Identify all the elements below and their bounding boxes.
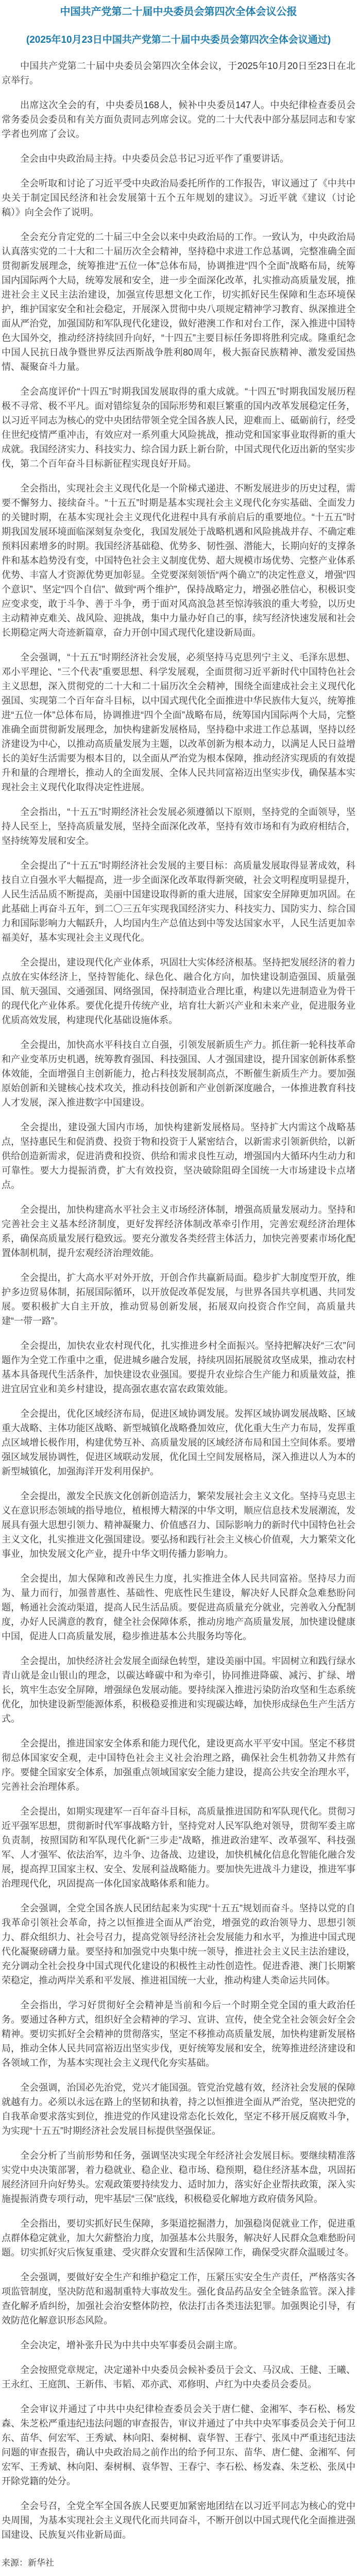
paragraph: 全会强调，“十五五”时期经济社会发展，必须坚持马克思列宁主义、毛泽东思想、邓小平理论、“三个代表”重要思想、科学发展观，全面贯彻习近平新时代中国特色社会主义思想，深入贯彻党的二十大和二十届历次全会精神，围绕全面建成社会主义现代化强国、实现第二个百年奋斗目标，以中国式现代化全面推进中华民族伟大复兴，统筹推进“五位一体”总体布局，协调推进“四个全面”战略布局，统筹国内国际两个大局，完整准确全面贯彻新发展理念，加快构建新发展格局，坚持稳中求进工作总基调，坚持以经济建设为中心，以推动高质量发展为主题，以改革创新为根本动力，以满足人民日益增长的美好生活需要为根本目的，以全面从严治党为根本保障，推动经济实现质的有效提升和量的合理增长，推动人的全面发展、全体人民共同富裕迈出坚实步伐，确保基本实现社会主义现代化取得决定性进展。: [2, 652, 355, 792]
paragraph: 全会强调，要做好安全生产和维护稳定工作，压紧压实安全生产责任，严格落实各项监管制度，坚决防范和遏制重特大事故发生。强化食品药品安全全链条监管。深入排查化解矛盾纠纷，加强社会治安整体防控，依法打击各类违法犯罪。加强舆论引导，有效防范化解意识形态风险。: [2, 2272, 355, 2326]
paragraph: 全会指出，学习好贯彻好全会精神是当前和今后一个时期全党全国的重大政治任务。要通过各种方式，组织好全会精神的学习、宣讲、宣传，使全党全社会领会好全会精神。要切实抓好全会精神的贯彻落实，坚定不移推动高质量发展，加快构建新发展格局，推动全体人民共同富裕迈出坚实步伐，更好统筹发展和安全，统筹推进经济建设和各领域工作，为基本实现社会主义现代化夯实基础。: [2, 2000, 355, 2068]
paragraph: 全会提出，优化区域经济布局，促进区域协调发展。发挥区域协调发展战略、区域重大战略、主体功能区战略、新型城镇化战略叠加效应，优化重大生产力布局，发挥重点区域增长极作用，构建优势互补、高质量发展的区域经济布局和国土空间体系。要增强区域发展协调性，促进区域联动发展，优化国土空间发展格局，深入推进以人为本的新型城镇化，加强海洋开发利用保护。: [2, 1409, 355, 1477]
paragraph: 全会提出，加快构建高水平社会主义市场经济体制，增强高质量发展动力。坚持和完善社会主义基本经济制度，更好发挥经济体制改革牵引作用，完善宏观经济治理体系，确保高质量发展行稳致远。要充分激发各类经营主体活力，加快完善要素市场化配置体制机制，提升宏观经济治理效能。: [2, 1205, 355, 1258]
paragraph: 全会提出，激发全民族文化创新创造活力，繁荣发展社会主义文化。坚持马克思主义在意识形态领域的指导地位，植根博大精深的中华文明，顺应信息技术发展潮流，发展具有强大思想引领力、精神凝聚力、价值感召力、国际影响力的新时代中国特色社会主义文化，扎实推进文化强国建设。要弘扬和践行社会主义核心价值观，大力繁荣文化事业，加快发展文化产业，提升中华文明传播力影响力。: [2, 1491, 355, 1559]
paragraph: 全会按照党章规定，决定递补中央委员会候补委员于会文、马汉成、王健、王曦、王永红、王庭凯、王新伟、韦韬、邓亦武、邓修明、卢红为中央委员会委员。: [2, 2365, 355, 2389]
paragraph: 全会提出，加大保障和改善民生力度，扎实推进全体人民共同富裕。坚持尽力而为、量力而行，加强普惠性、基础性、兜底性民生建设，解决好人民群众急难愁盼问题，畅通社会流动渠道，提高人民生活品质。要促进高质量充分就业，完善收入分配制度，办好人民满意的教育，健全社会保障体系，推动房地产高质量发展，加快建设健康中国，促进人口高质量发展，稳步推进基本公共服务均等化。: [2, 1573, 355, 1641]
paragraph: 全会指出，实现社会主义现代化是一个阶梯式递进、不断发展进步的历史过程，需要不懈努力、接续奋斗。“十五五”时期是基本实现社会主义现代化夯实基础、全面发力的关键时期，在基本实现社会主义现代化进程中具有承前启后的重要地位。“十五五”时期我国发展环境面临深刻复杂变化，我国发展处于战略机遇和风险挑战并存、不确定难预料因素增多的时期。我国经济基础稳、优势多、韧性强、潜能大，长期向好的支撑条件和基本趋势没有变，中国特色社会主义制度优势、超大规模市场优势、完整产业体系优势、丰富人才资源优势更加彰显。全党要深刻领悟“两个确立”的决定性意义，增强“四个意识”、坚定“四个自信”、做到“两个维护”，保持战略定力，增强必胜信心，积极识变应变求变，敢于斗争、善于斗争，勇于面对风高浪急甚至惊涛骇浪的重大考验，以历史主动精神克难关、战风险、迎挑战，集中力量办好自己的事，续写经济快速发展和社会长期稳定两大奇迹新篇章，奋力开创中国式现代化建设新局面。: [2, 483, 355, 638]
article-title: 中国共产党第二十届中央委员会第四次全体会议公报: [60, 6, 297, 18]
paragraph: 全会提出，加快高水平科技自立自强，引领发展新质生产力。抓住新一轮科技革命和产业变革历史机遇，统筹教育强国、科技强国、人才强国建设，提升国家创新体系整体效能，全面增强自主创新能力，抢占科技发展制高点，不断催生新质生产力。要加强原始创新和关键核心技术攻关，推动科技创新和产业创新深度融合，一体推进教育科技人才发展，深入推进数字中国建设。: [2, 1040, 355, 1108]
paragraph: 全会提出，建设现代化产业体系，巩固壮大实体经济根基。坚持把发展经济的着力点放在实体经济上，坚持智能化、绿色化、融合化方向，加快建设制造强国、质量强国、航天强国、交通强国、网络强国，保持制造业合理比重，构建以先进制造业为骨干的现代化产业体系。要优化提升传统产业，培育壮大新兴产业和未来产业，促进服务业优质高效发展，构建现代化基础设施体系。: [2, 957, 355, 1025]
paragraph: 全会指出，要切实抓好民生保障，多渠道挖掘潜力，加强稳岗促就业工作，促进重点群体稳定就业，加大欠薪整治力度，加强基本公共服务，解决好人民群众急难愁盼问题。切实抓好灾后恢复重建、受灾群众安置和生活保障工作，确保受灾群众温暖过冬。: [2, 2218, 355, 2258]
paragraph: 全会决定，增补张升民为中共中央军事委员会副主席。: [20, 2340, 243, 2350]
paragraph: 全会提出，加快农业农村现代化，扎实推进乡村全面振兴。坚持把解决好“三农”问题作为全党工作重中之重，促进城乡融合发展，持续巩固拓展脱贫攻坚成果，推动农村基本具备现代生活条件，加快建设农业强国。要提升农业综合生产能力和质量效益，推进宜居宜业和美乡村建设，提高强农惠农富农政策效能。: [2, 1341, 355, 1394]
article-subtitle: (2025年10月23日中国共产党第二十届中央委员会第四次全体会议通过): [26, 35, 331, 45]
paragraph: 全会分析了当前形势和任务，强调坚决实现全年经济社会发展目标。要继续精准落实党中央决策部署，着力稳就业、稳企业、稳市场、稳预期，稳住经济基本盘，巩固拓展经济回升向好势头。宏观政策要持续发力、适时加力，落实好企业帮扶政策，深入实施提振消费专项行动，兜牢基层“三保”底线，积极稳妥化解地方政府债务风险。: [2, 2150, 355, 2204]
paragraph: 全会提出，建设强大国内市场，加快构建新发展格局。坚持扩大内需这个战略基点，坚持惠民生和促消费、投资于物和投资于人紧密结合，以新需求引领新供给，以新供给创造新需求，促进消费和投资、供给和需求良性互动，增强国内大循环内生动力和可靠性。要大力提振消费，扩大有效投资，坚决破除阻碍全国统一大市场建设卡点堵点。: [2, 1122, 355, 1190]
paragraph: 全会号召，全党全军全国各族人民要更加紧密地团结在以习近平同志为核心的党中央周围，为基本实现社会主义现代化而共同奋斗，不断开创以中国式现代化全面推进强国建设、民族复兴伟业新局面。: [2, 2501, 355, 2540]
paragraph: 全会强调，治国必先治党，党兴才能国强。管党治党越有效，经济社会发展的保障就越有力。必须以永远在路上的坚韧和执着，持之以恒推进全面从严治党，坚决把党的自我革命要求落实到位，推进党的作风建设常态化长效化，坚定不移开展反腐败斗争，为实现“十五五”时期经济社会发展目标提供坚强保证。: [2, 2082, 355, 2136]
paragraph: 全会提出，扩大高水平对外开放，开创合作共赢新局面。稳步扩大制度型开放，维护多边贸易体制，拓展国际循环，以开放促改革促发展，与世界各国共享机遇、共同发展。要积极扩大自主开放，推动贸易创新发展，拓展双向投资合作空间，高质量共建“一带一路”。: [2, 1273, 355, 1326]
paragraph: 全会提出，推进国家安全体系和能力现代化，建设更高水平平安中国。坚定不移贯彻总体国家安全观，走中国特色社会主义社会治理之路，确保社会生机勃勃又井然有序。要健全国家安全体系，加强重点领域国家安全能力建设，提高公共安全治理水平，完善社会治理体系。: [2, 1738, 355, 1792]
source-line: 来源：新华社: [2, 2558, 54, 2568]
paragraph: 全会强调，全党全国各族人民团结起来为实现“十五五”规划而奋斗。坚持以党的自我革命引领社会革命，持之以恒推进全面从严治党，增强党的政治领导力、思想引领力、群众组织力、社会号召力，提高党领导经济社会发展能力和水平，为推进中国式现代化凝聚磅礴力量。要坚持和加强党中央集中统一领导，推进社会主义民主法治建设，充分调动全社会投身中国式现代化建设的积极性主动性创造性。促进香港、澳门长期繁荣稳定，推动两岸关系和平发展、推进祖国统一大业，推动构建人类命运共同体。: [2, 1903, 355, 1986]
article-body: [2, 59, 355, 2542]
paragraph: 中国共产党第二十届中央委员会第四次全体会议，于2025年10月20日至23日在北京举行。: [2, 61, 355, 86]
paragraph: 出席这次全会的有，中央委员168人，候补中央委员147人。中央纪律检查委员会常务委员会委员和有关方面负责同志列席会议。党的二十大代表中部分基层同志和专家学者也列席了会议。: [2, 100, 355, 139]
paragraph: 全会由中央政治局主持。中央委员会总书记习近平作了重要讲话。: [20, 154, 289, 164]
paragraph: 全会提出，加快经济社会发展全面绿色转型，建设美丽中国。牢固树立和践行绿水青山就是金山银山的理念，以碳达峰碳中和为牵引，协同推进降碳、减污、扩绿、增长，筑牢生态安全屏障，增强绿色发展动能。要持续深入推进污染防治攻坚和生态系统优化，加快建设新型能源体系，积极稳妥推进和实现碳达峰，加快形成绿色生产生活方式。: [2, 1656, 355, 1724]
paragraph: 全会提出了“十五五”时期经济社会发展的主要目标：高质量发展取得显著成效，科技自立自强水平大幅提高，进一步全面深化改革取得新突破，社会文明程度明显提升，人民生活品质不断提高，美丽中国建设取得新的重大进展，国家安全屏障更加巩固。在此基础上再奋斗五年，到二〇三五年实现我国经济实力、科技实力、国防实力、综合国力和国际影响力大幅跃升，人均国内生产总值达到中等发达国家水平，人民生活更加幸福美好，基本实现社会主义现代化。: [2, 860, 355, 943]
paragraph: 全会高度评价“十四五”时期我国发展取得的重大成就。“十四五”时期我国发展历程极不寻常、极不平凡。面对错综复杂的国际形势和艰巨繁重的国内改革发展稳定任务，以习近平同志为核心的党中央团结带领全党全国各族人民，迎难而上、砥砺前行，经受住世纪疫情严重冲击，有效应对一系列重大风险挑战，推动党和国家事业取得新的重大成就。我国经济实力、科技实力、综合国力跃上新台阶，中国式现代化迈出新的坚实步伐，第二个百年奋斗目标新征程实现良好开局。: [2, 386, 355, 469]
paragraph: 全会审议并通过了中共中央纪律检查委员会关于唐仁健、金湘军、李石松、杨发森、朱芝松严重违纪违法问题的审查报告，审议并通过了中共中央军事委员会关于何卫东、苗华、何宏军、王秀斌、林向阳、秦树桐、袁华智、王春宁、张凤中严重违纪违法问题的审查报告，确认中央政治局之前作出的给予何卫东、苗华、唐仁健、金湘军、何宏军、王秀斌、林向阳、秦树桐、袁华智、王春宁、李石松、杨发森、朱芝松、张凤中开除党籍的处分。: [2, 2404, 355, 2486]
paragraph: 全会指出，“十五五”时期经济社会发展必须遵循以下原则，坚持党的全面领导，坚持人民至上，坚持高质量发展，坚持全面深化改革，坚持有效市场和有为政府相结合，坚持统筹发展和安全。: [2, 807, 355, 846]
paragraph: 全会提出，如期实现建军一百年奋斗目标，高质量推进国防和军队现代化。贯彻习近平强军思想，贯彻新时代军事战略方针，坚持党对人民军队绝对领导，贯彻军委主席负责制，按照国防和军队现代化新“三步走”战略，推进政治建军、改革强军、科技强军、人才强军、依法治军，边斗争、边备战、边建设，加快机械化信息化智能化融合发展，提高捍卫国家主权、安全、发展利益战略能力。要加快先进战斗力建设，推进军事治理现代化，巩固提高一体化国家战略体系和能力。: [2, 1806, 355, 1889]
paragraph: 全会听取和讨论了习近平受中央政治局委托所作的工作报告，审议通过了《中共中央关于制定国民经济和社会发展第十五个五年规划的建议》。习近平就《建议（讨论稿）》向全会作了说明。: [2, 178, 355, 217]
paragraph: 全会充分肯定党的二十届三中全会以来中央政治局的工作。一致认为，中央政治局认真落实党的二十大和二十届历次全会精神，坚持稳中求进工作总基调，完整准确全面贯彻新发展理念，统筹推进“五位一体”总体布局，协调推进“四个全面”战略布局，统筹国内国际两个大局，统筹发展和安全，进一步全面深化改革，扎实推动高质量发展，推进社会主义民主法治建设，加强宣传思想文化工作，切实抓好民生保障和生态环境保护，维护国家安全和社会稳定，开展深入贯彻中央八项规定精神学习教育、纵深推进全面从严治党，加强国防和军队现代化建设，做好港澳工作和对台工作，深入推进中国特色大国外交，推动经济持续回升向好，“十四五”主要目标任务即将胜利完成。隆重纪念中国人民抗日战争暨世界反法西斯战争胜利80周年，极大振奋民族精神、激发爱国热情、凝聚奋斗力量。: [2, 232, 355, 372]
